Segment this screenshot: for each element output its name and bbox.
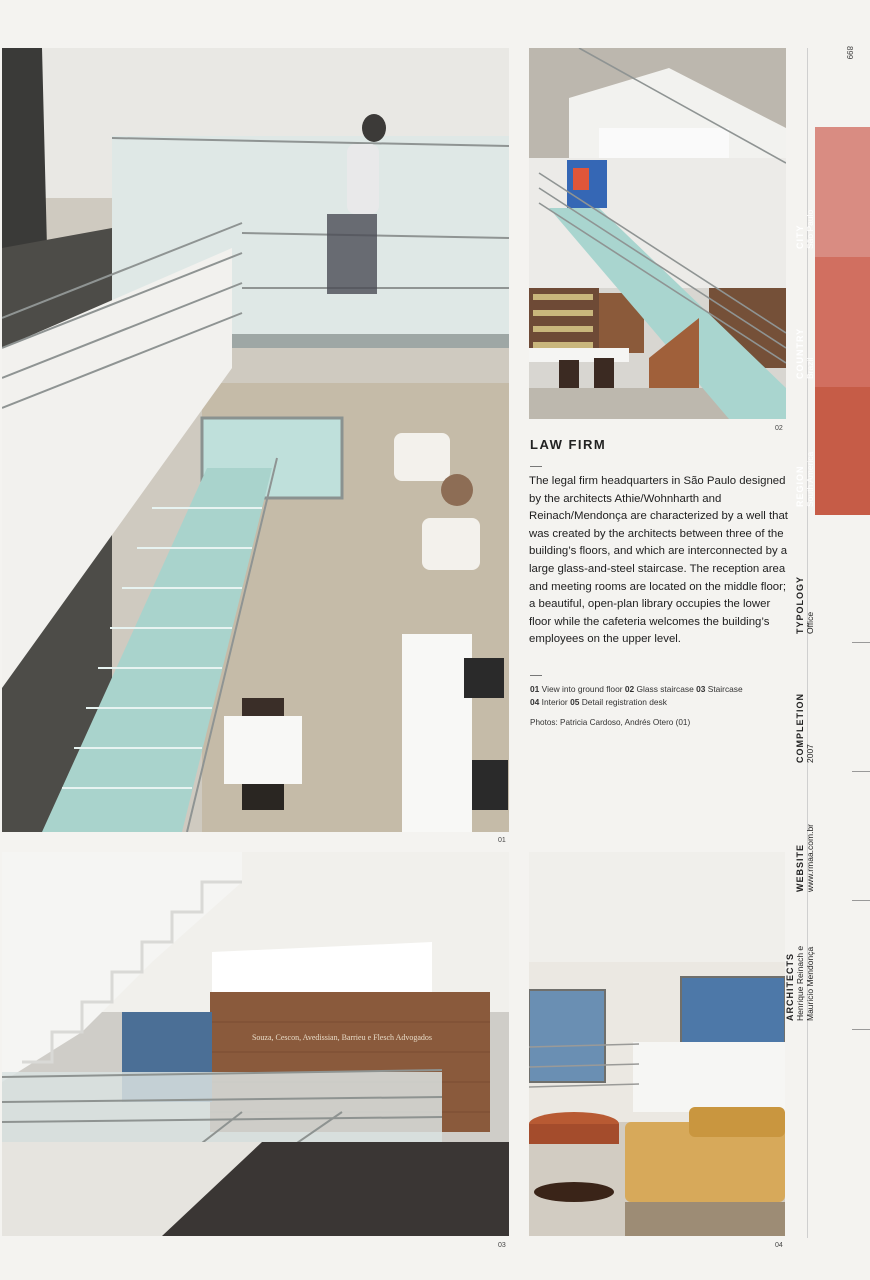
meta-city-bg	[815, 127, 870, 257]
photo-02-glass-staircase	[529, 48, 786, 419]
meta-typology-label: TYPOLOGY	[795, 575, 805, 634]
meta-typology	[795, 515, 870, 642]
article-title: LAW FIRM	[530, 437, 607, 452]
article-body: The legal firm headquarters in São Paulo designed by the architects Athie/Wohnharth and Reinach/Mendonça are characterized by a well that was created by the architects between three of the building’s floors, and which are interconnected by a large glass-and-steel staircase. The reception area and meeting rooms are located on the middle floor; a beautiful, open-plan library occupies the lower floor while the cafeteria welcomes the building’s employees on the upper level.	[529, 475, 788, 646]
photo-03-number: 03	[498, 1242, 506, 1249]
meta-country	[795, 257, 870, 387]
meta-completion-label: COMPLETION	[795, 693, 805, 763]
photo-03-staircase	[2, 852, 509, 1236]
caption-list	[530, 683, 800, 709]
meta-completion	[795, 643, 870, 771]
caption-divider	[530, 675, 542, 676]
caption-item: 04 Interior	[530, 697, 568, 707]
meta-region-value: South America	[805, 451, 815, 507]
photo-02-number: 02	[775, 425, 783, 432]
meta-architects-value-line1: Henrique Reinach e	[795, 945, 805, 1021]
photo-01-ground-floor	[2, 48, 509, 832]
meta-city-value: São Paulo	[805, 209, 815, 249]
meta-city-label: CITY	[795, 224, 805, 249]
photo-01-number: 01	[498, 837, 506, 844]
meta-country-label: COUNTRY	[795, 327, 805, 379]
photo-04-interior	[529, 852, 785, 1236]
sidebar-tick	[852, 1029, 870, 1030]
meta-region-bg	[815, 387, 870, 515]
meta-country-value: Brazil	[805, 357, 815, 379]
meta-architects-value-line2: Mauricio Mendonça	[805, 946, 815, 1021]
meta-website-link[interactable]: www.rmaa.com.br	[805, 823, 815, 892]
caption-item: 02 Glass staircase	[624, 684, 694, 694]
meta-architects	[785, 901, 870, 1029]
photo-04-number: 04	[775, 1242, 783, 1249]
title-divider	[530, 466, 542, 467]
caption-item: 01 View into ground floor	[530, 684, 623, 694]
caption-item: 05 Detail registration desk	[570, 697, 667, 707]
meta-region	[795, 387, 870, 515]
photos-credit: Photos: Patricia Cardoso, Andrés Otero (01)	[530, 718, 691, 727]
meta-completion-value: 2007	[805, 744, 815, 763]
meta-region-label: REGION	[795, 465, 805, 507]
caption-item: 03 Staircase	[696, 684, 743, 694]
meta-architects-label: ARCHITECTS	[785, 953, 795, 1021]
page-number: 899	[845, 46, 854, 60]
wall-sign-text: Souza, Cescon, Avedissian, Barrieu e Flesch Advogados	[251, 1033, 433, 1042]
meta-city	[795, 127, 870, 257]
meta-typology-value: Office	[805, 611, 815, 634]
meta-website	[795, 772, 870, 900]
meta-country-bg	[815, 257, 870, 387]
meta-website-label: WEBSITE	[795, 843, 805, 892]
